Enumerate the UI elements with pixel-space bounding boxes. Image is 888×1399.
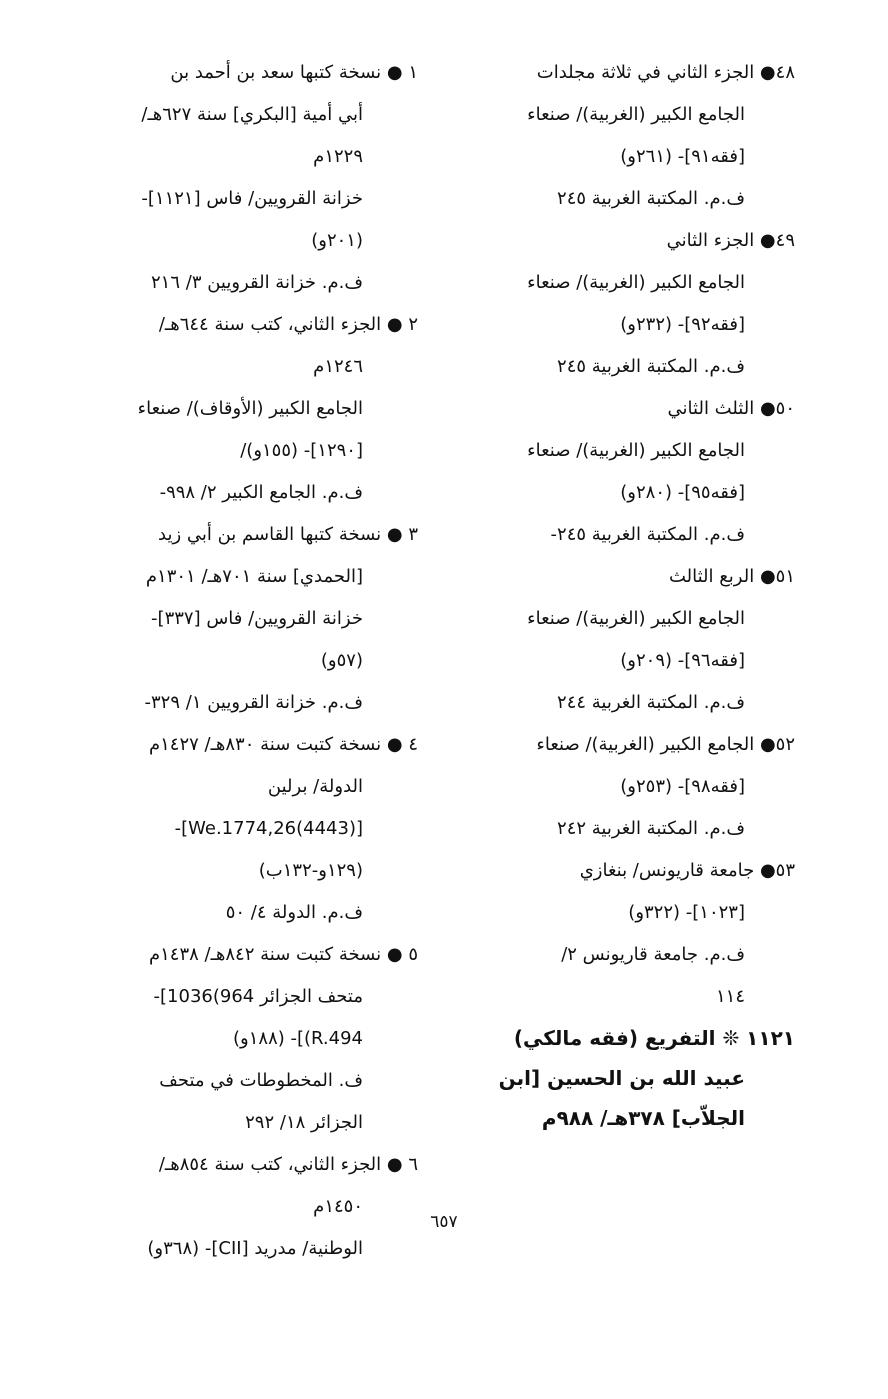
entry-heading-line: ٥١● الربع الثالث	[668, 566, 795, 587]
entry-detail-line: الجامع الكبير (الغربية)/ صنعاء	[527, 440, 745, 461]
entry-heading-line: ٢ ● الجزء الثاني، كتب سنة ٦٤٤هـ/	[158, 314, 418, 335]
entry-detail-line: R.494)]- (١٨٨و)	[233, 1028, 363, 1049]
entry-detail-line: ف.م. خزانة القرويين ٣/ ٢١٦	[151, 272, 363, 293]
entry-detail-line: الجامع الكبير (الغربية)/ صنعاء	[527, 272, 745, 293]
entry-detail-line: خزانة القرويين/ فاس [٣٣٧]-	[151, 608, 363, 629]
main-entry-author: الجلاّب] ٣٧٨هـ/ ٩٨٨م	[541, 1106, 745, 1130]
entry-detail-line: [فقه٩٨]- (٢٥٣و)	[620, 776, 745, 797]
entry-detail-line: الدولة/ برلين	[267, 776, 363, 797]
entry-detail-line: ١٤٥٠م	[313, 1196, 363, 1217]
page-number: ٦٥٧	[430, 1212, 458, 1232]
entry-detail-line: ف.م. خزانة القرويين ١/ ٣٢٩-	[144, 692, 363, 713]
entry-heading-line: ٣ ● نسخة كتبها القاسم بن أبي زيد	[158, 524, 418, 545]
entry-detail-line: [فقه٩٥]- (٢٨٠و)	[620, 482, 745, 503]
entry-detail-line: ف.م. الجامع الكبير ٢/ ٩٩٨-	[159, 482, 363, 503]
entry-detail-line: متحف الجزائر 964)1036]-	[153, 986, 363, 1007]
entry-detail-line: أبي أمية [البكري] سنة ٦٢٧هـ/	[141, 104, 363, 125]
entry-detail-line: [(4443)We.1774,26]-	[174, 818, 363, 839]
entry-detail-line: [الحمدي] سنة ٧٠١هـ/ ١٣٠١م	[145, 566, 363, 587]
entry-detail-line: [١٢٩٠]- (١٥٥و)/	[240, 440, 363, 461]
entry-detail-line: الوطنية/ مدريد [CII]- (٣٦٨و)	[147, 1238, 363, 1259]
entry-heading-line: ٤٩● الجزء الثاني	[666, 230, 795, 251]
entry-detail-line: (١٢٩و-١٣٢ب)	[258, 860, 363, 881]
main-entry-title: ١١٢١ ❊ التفريع (فقه مالكي)	[513, 1026, 795, 1050]
entry-heading-line: ٤ ● نسخة كتبت سنة ٨٣٠هـ/ ١٤٢٧م	[148, 734, 418, 755]
entry-heading-line: ٥٢● الجامع الكبير (الغربية)/ صنعاء	[536, 734, 795, 755]
entry-detail-line: الجزائر ١٨/ ٢٩٢	[245, 1112, 363, 1133]
entry-heading-line: ٥ ● نسخة كتبت سنة ٨٤٢هـ/ ١٤٣٨م	[148, 944, 418, 965]
entry-heading-line: ٦ ● الجزء الثاني، كتب سنة ٨٥٤هـ/	[158, 1154, 418, 1175]
entry-detail-line: ١١٤	[715, 986, 745, 1007]
entry-detail-line: الجامع الكبير (الغربية)/ صنعاء	[527, 608, 745, 629]
entry-detail-line: ف.م. الدولة ٤/ ٥٠	[225, 902, 363, 923]
entry-heading-line: ١ ● نسخة كتبها سعد بن أحمد بن	[170, 62, 418, 83]
entry-detail-line: [فقه٩٦]- (٢٠٩و)	[620, 650, 745, 671]
entry-detail-line: [فقه٩٢]- (٢٣٢و)	[620, 314, 745, 335]
entry-detail-line: ف.م. المكتبة الغربية ٢٤٥	[557, 188, 745, 209]
entry-heading-line: ٥٣● جامعة قاريونس/ بنغازي	[579, 860, 795, 881]
entry-detail-line: [فقه٩١]- (٢٦١و)	[620, 146, 745, 167]
right-column	[455, 52, 795, 1138]
entry-detail-line: ف.م. المكتبة الغربية ٢٤٥-	[550, 524, 745, 545]
entry-detail-line: ف. المخطوطات في متحف	[159, 1070, 363, 1091]
entry-detail-line: ف.م. المكتبة الغربية ٢٤٢	[557, 818, 745, 839]
entry-detail-line: خزانة القرويين/ فاس [١١٢١]-	[141, 188, 363, 209]
entry-detail-line: ف.م. المكتبة الغربية ٢٤٥	[557, 356, 745, 377]
entry-detail-line: (٥٧و)	[320, 650, 363, 671]
entry-detail-line: ١٢٤٦م	[313, 356, 363, 377]
entry-detail-line: ف.م. المكتبة الغربية ٢٤٤	[557, 692, 745, 713]
left-column	[78, 52, 418, 1270]
entry-detail-line: ف.م. جامعة قاريونس ٢/	[561, 944, 745, 965]
main-entry-author: عبيد الله بن الحسين [ابن	[498, 1066, 745, 1090]
entry-detail-line: (٢٠١و)	[311, 230, 363, 251]
entry-detail-line: ١٢٢٩م	[313, 146, 363, 167]
entry-heading-line: ٤٨● الجزء الثاني في ثلاثة مجلدات	[536, 62, 795, 83]
entry-detail-line: [١٠٢٣]- (٣٢٢و)	[628, 902, 745, 923]
entry-detail-line: الجامع الكبير (الغربية)/ صنعاء	[527, 104, 745, 125]
entry-heading-line: ٥٠● الثلث الثاني	[667, 398, 795, 419]
entry-detail-line: الجامع الكبير (الأوقاف)/ صنعاء	[137, 398, 363, 419]
